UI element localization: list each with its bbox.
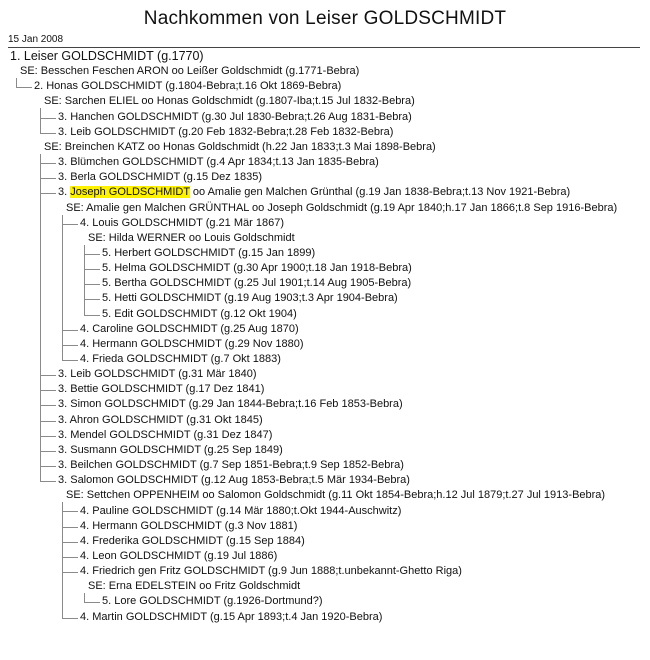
descendant-entry bbox=[80, 565, 462, 578]
entry-text: 3. Blümchen GOLDSCHMIDT (g.4 Apr 1834;t.13 Jan 1835-Bebra) bbox=[58, 156, 379, 169]
descendant-entry bbox=[58, 111, 412, 124]
entry-text: 3. Simon GOLDSCHMIDT (g.29 Jan 1844-Bebra;t.16 Feb 1853-Bebra) bbox=[58, 398, 403, 411]
entry-text: 1. Leiser GOLDSCHMIDT (g.1770) bbox=[10, 49, 204, 63]
entry-text: SE: Besschen Feschen ARON oo Leißer Goldschmidt (g.1771-Bebra) bbox=[20, 65, 360, 78]
descendant-entry bbox=[58, 126, 393, 139]
descendant-entry bbox=[102, 262, 412, 275]
descendant-entry bbox=[58, 398, 403, 411]
descendant-entry bbox=[80, 611, 382, 624]
entry-text: 4. Leon GOLDSCHMIDT (g.19 Jul 1886) bbox=[80, 549, 278, 562]
tree-connector bbox=[84, 245, 100, 316]
descendant-entry bbox=[58, 383, 264, 396]
entry-text: 3. Salomon GOLDSCHMIDT (g.12 Aug 1853-Bebra;t.5 Mär 1934-Bebra) bbox=[58, 474, 410, 487]
entry-text: SE: Settchen OPPENHEIM oo Salomon Goldschmidt (g.11 Okt 1854-Bebra;h.12 Jul 1879;t.27 Jul 1913-Bebra) bbox=[66, 489, 606, 502]
tree-connector bbox=[40, 154, 56, 482]
descendant-entry bbox=[58, 459, 404, 472]
entry-text: 3. Susmann GOLDSCHMIDT (g.25 Sep 1849) bbox=[58, 443, 283, 456]
descendant-entry bbox=[80, 550, 277, 563]
spouse-entry bbox=[44, 141, 436, 154]
entry-text: 5. Hetti GOLDSCHMIDT (g.19 Aug 1903;t.3 Apr 1904-Bebra) bbox=[102, 292, 398, 305]
report-date: 15 Jan 2008 bbox=[8, 34, 64, 45]
entry-text: SE: Breinchen KATZ oo Honas Goldschmidt (h.22 Jan 1833;t.3 Mai 1898-Bebra) bbox=[44, 140, 436, 153]
entry-text: SE: Amalie gen Malchen GRÜNTHAL oo Joseph Goldschmidt (g.19 Apr 1840;h.17 Jan 1866;t.8 Sep 1916-Bebra) bbox=[66, 201, 618, 214]
entry-text: 4. Pauline GOLDSCHMIDT (g.14 Mär 1880;t.Okt 1944-Auschwitz) bbox=[80, 504, 402, 517]
descendant-entry bbox=[102, 292, 398, 305]
entry-text-rest: oo Amalie gen Malchen Grünthal (g.19 Jan 1838-Bebra;t.13 Nov 1921-Bebra) bbox=[189, 186, 571, 199]
descendant-entry bbox=[80, 217, 284, 230]
descendant-entry bbox=[58, 171, 262, 184]
entry-text: 4. Frieda GOLDSCHMIDT (g.7 Okt 1883) bbox=[80, 353, 281, 365]
entry-text: 2. Honas GOLDSCHMIDT (g.1804-Bebra;t.16 Okt 1869-Bebra) bbox=[34, 80, 342, 93]
entry-text: 5. Herbert GOLDSCHMIDT (g.15 Jan 1899) bbox=[102, 246, 316, 259]
entry-text: 4. Frederika GOLDSCHMIDT (g.15 Sep 1884) bbox=[80, 534, 305, 547]
entry-text: 5. Helma GOLDSCHMIDT (g.30 Apr 1900;t.18 Jan 1918-Bebra) bbox=[102, 262, 412, 275]
entry-text: 4. Martin GOLDSCHMIDT (g.15 Apr 1893;t.4 Jan 1920-Bebra) bbox=[80, 610, 383, 623]
entry-text: 5. Lore GOLDSCHMIDT (g.1926-Dortmund?) bbox=[102, 595, 323, 608]
page-title: Nachkommen von Leiser GOLDSCHMIDT bbox=[143, 8, 507, 29]
descendant-entry bbox=[34, 80, 341, 93]
entry-text: 4. Hermann GOLDSCHMIDT (g.3 Nov 1881) bbox=[80, 519, 298, 532]
descendant-entry bbox=[80, 338, 304, 351]
entry-text: SE: Erna EDELSTEIN oo Fritz Goldschmidt bbox=[88, 580, 301, 593]
spouse-entry bbox=[88, 232, 295, 245]
spouse-entry bbox=[66, 489, 605, 502]
descendant-entry bbox=[102, 277, 411, 290]
entry-text: 4. Louis GOLDSCHMIDT (g.21 Mär 1867) bbox=[80, 216, 284, 229]
descendant-entry bbox=[58, 429, 272, 442]
entry-text: 5. Edit GOLDSCHMIDT (g.12 Okt 1904) bbox=[102, 307, 297, 320]
highlighted-name: Joseph GOLDSCHMIDT bbox=[70, 186, 190, 199]
descendant-entry bbox=[58, 368, 256, 381]
descendant-entry bbox=[80, 323, 299, 336]
descendant-entry bbox=[80, 353, 281, 366]
entry-text: 3. Leib GOLDSCHMIDT (g.20 Feb 1832-Bebra;t.28 Feb 1832-Bebra) bbox=[58, 125, 394, 138]
tree-connector bbox=[62, 502, 78, 618]
tree-connector bbox=[40, 108, 56, 133]
entry-text: 4. Hermann GOLDSCHMIDT (g.29 Nov 1880) bbox=[80, 337, 304, 350]
entry-text: SE: Sarchen ELIEL oo Honas Goldschmidt (g.1807-Iba;t.15 Jul 1832-Bebra) bbox=[44, 95, 415, 108]
descendant-entry bbox=[58, 474, 410, 487]
entry-text: 3. Beilchen GOLDSCHMIDT (g.7 Sep 1851-Bebra;t.9 Sep 1852-Bebra) bbox=[58, 459, 404, 472]
descendant-entry bbox=[80, 505, 401, 518]
descendant-entry bbox=[80, 520, 297, 533]
descendant-entry bbox=[58, 414, 263, 427]
spouse-entry bbox=[66, 202, 617, 215]
tree-connector bbox=[62, 215, 78, 362]
spouse-entry bbox=[20, 65, 359, 78]
entry-text: 3. Mendel GOLDSCHMIDT (g.31 Dez 1847) bbox=[58, 428, 273, 441]
entry-text: SE: Hilda WERNER oo Louis Goldschmidt bbox=[88, 231, 295, 244]
spouse-entry bbox=[44, 95, 415, 108]
descendant-entry bbox=[80, 535, 305, 548]
entry-text: 4. Caroline GOLDSCHMIDT (g.25 Aug 1870) bbox=[80, 322, 299, 335]
root-entry bbox=[10, 49, 204, 64]
descendant-entry bbox=[58, 186, 570, 199]
entry-text: 3. bbox=[58, 186, 71, 199]
entry-text: 3. Leib GOLDSCHMIDT (g.31 Mär 1840) bbox=[58, 368, 257, 381]
descendant-entry bbox=[102, 308, 297, 321]
entry-text: 3. Hanchen GOLDSCHMIDT (g.30 Jul 1830-Bebra;t.26 Aug 1831-Bebra) bbox=[58, 110, 412, 123]
spouse-entry bbox=[88, 580, 300, 593]
entry-text: 3. Bettie GOLDSCHMIDT (g.17 Dez 1841) bbox=[58, 383, 265, 396]
descendant-entry bbox=[58, 156, 379, 169]
entry-text: 3. Berla GOLDSCHMIDT (g.15 Dez 1835) bbox=[58, 171, 262, 184]
entry-text: 4. Friedrich gen Fritz GOLDSCHMIDT (g.9 Jun 1888;t.unbekannt-Ghetto Riga) bbox=[80, 565, 462, 578]
descendant-entry bbox=[102, 247, 315, 260]
tree-connector bbox=[16, 78, 32, 88]
descendant-entry bbox=[58, 444, 283, 457]
descendant-entry bbox=[102, 595, 323, 608]
tree-connector bbox=[84, 593, 100, 603]
entry-text: 3. Ahron GOLDSCHMIDT (g.31 Okt 1845) bbox=[58, 413, 263, 426]
entry-text: 5. Bertha GOLDSCHMIDT (g.25 Jul 1901;t.14 Aug 1905-Bebra) bbox=[102, 277, 412, 290]
